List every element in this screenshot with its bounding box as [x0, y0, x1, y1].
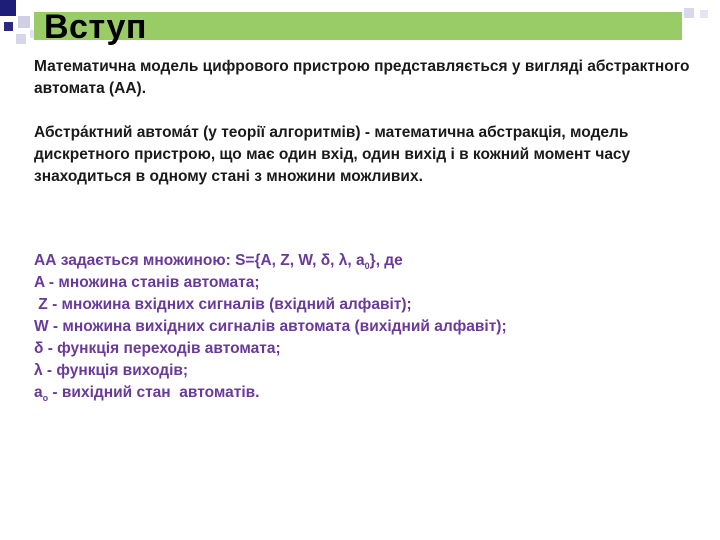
decor-square-lavender-right: [684, 8, 694, 18]
intro-paragraph: Математична модель цифрового пристрою представляється у вигляді абстрактного автомата (АА).: [34, 58, 690, 97]
definition-last-line: $a_o$ - вихідний стан автоматів.: [34, 384, 260, 404]
automaton-definition: [34, 250, 704, 404]
decor-square-lavender-right: [700, 10, 708, 18]
definition-paragraph: Абстра́ктний автома́т (у теорії алгоритмів) - математична абстракція, модель дискретного пристрою, що має один вхід, один вихід і в кожний момент часу знаходиться в одному стані з множини можливих.: [34, 124, 631, 185]
definition-line: A - множина станів автомата;: [34, 274, 260, 291]
definition-line: W - множина вихідних сигналів автомата (вихідний алфавіт);: [34, 318, 507, 335]
decor-square-navy: [0, 0, 16, 16]
decor-square-lavender: [18, 16, 30, 28]
definition-intro: АА задається множиною: S={A, Z, W, δ, λ, $a_0$}, де: [34, 252, 403, 272]
slide-title: Вступ: [44, 8, 147, 46]
decor-square-lavender: [16, 34, 26, 44]
definition-line: λ - функція виходів;: [34, 362, 189, 379]
definition-line: Z - множина вхідних сигналів (вхідний алфавіт);: [34, 296, 412, 313]
definition-line: δ - функція переходів автомата;: [34, 340, 281, 357]
decor-square-navy-small: [4, 22, 13, 31]
